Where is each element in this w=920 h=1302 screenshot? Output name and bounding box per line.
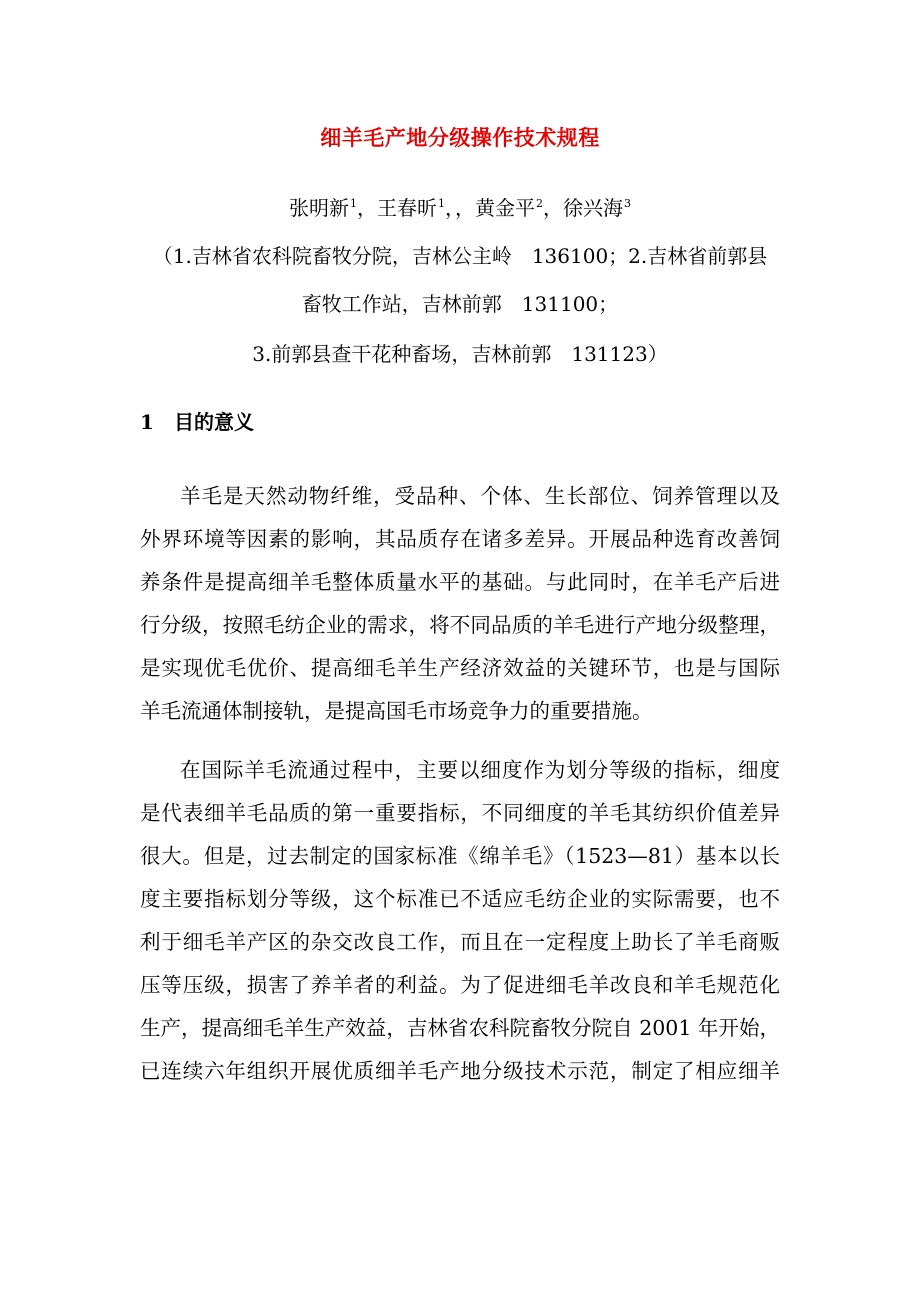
author-affiliation-mark: 2 <box>536 197 543 210</box>
author-name: 徐兴海 <box>563 196 623 220</box>
paragraph-line: 是实现优毛优价、提高细毛羊生产经济效益的关键环节，也是与国际 <box>140 656 780 680</box>
paragraph-line: 压等压级，损害了养羊者的利益。为了促进细毛羊改良和羊毛规范化 <box>140 973 780 997</box>
paragraph-line: 很大。但是，过去制定的国家标准《绵羊毛》（1523—81）基本以长 <box>140 844 780 868</box>
author-name: 黄金平 <box>475 196 535 220</box>
paragraph-line: 在国际羊毛流通过程中，主要以细度作为划分等级的指标，细度 <box>180 758 780 782</box>
paragraph-line: 生产，提高细毛羊生产效益，吉林省农科院畜牧分院自 2001 年开始， <box>140 1016 780 1040</box>
paragraph-line: 度主要指标划分等级，这个标准已不适应毛纺企业的实际需要，也不 <box>140 887 780 911</box>
affiliation-line: 畜牧工作站，吉林前郭 131100； <box>301 292 619 316</box>
document-title: 细羊毛产地分级操作技术规程 <box>320 125 600 150</box>
author-affiliation-mark: 3 <box>624 197 631 210</box>
paragraph-line: 行分级，按照毛纺企业的需求，将不同品质的羊毛进行产地分级整理， <box>140 613 780 637</box>
section-title: 目的意义 <box>174 410 254 434</box>
affiliation-line: 3.前郭县查干花种畜场，吉林前郭 131123） <box>252 342 668 366</box>
paragraph-line: 已连续六年组织开展优质细羊毛产地分级技术示范，制定了相应细羊 <box>140 1059 780 1083</box>
paragraph-line: 羊毛流通体制接轨，是提高国毛市场竞争力的重要措施。 <box>140 699 653 723</box>
author-line: 张明新$^1$，王春昕$^1$，，黄金平$^2$，徐兴海$^3$ <box>289 196 631 220</box>
paragraph-line: 外界环境等因素的影响，其品质存在诸多差异。开展品种选育改善饲 <box>140 527 780 551</box>
paragraph-line: 羊毛是天然动物纤维，受品种、个体、生长部位、饲养管理以及 <box>180 484 780 508</box>
author-affiliation-mark: 1 <box>350 197 357 210</box>
paragraph-line: 养条件是提高细羊毛整体质量水平的基础。与此同时，在羊毛产后进 <box>140 570 780 594</box>
section-number: 1 <box>140 410 154 434</box>
section-heading <box>140 406 254 435</box>
author-name: 张明新 <box>289 196 349 220</box>
author-affiliation-mark: 1 <box>438 197 445 210</box>
author-name: 王春昕 <box>377 196 437 220</box>
affiliation-line: （1.吉林省农科院畜牧分院，吉林公主岭 136100；2.吉林省前郭县 <box>152 244 768 268</box>
paragraph-line: 利于细毛羊产区的杂交改良工作，而且在一定程度上助长了羊毛商贩 <box>140 930 780 954</box>
paragraph-line: 是代表细羊毛品质的第一重要指标，不同细度的羊毛其纺织价值差异 <box>140 801 780 825</box>
